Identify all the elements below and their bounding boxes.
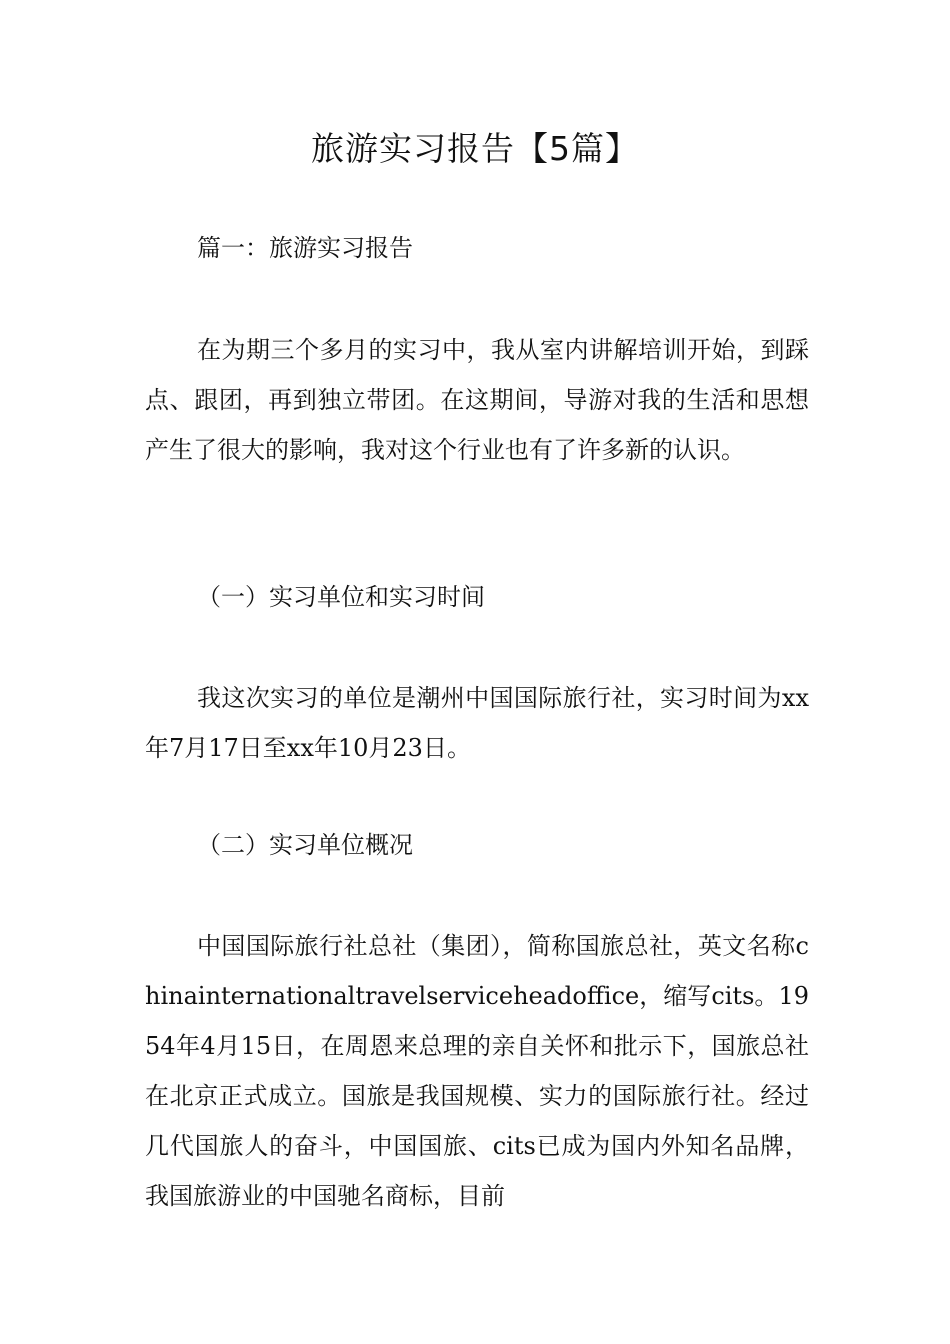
paragraph-unit-overview: 中国国际旅行社总社（集团），简称国旅总社，英文名称chinainternationaltravelserviceheadoffice，缩写cits。1954年4月15日，在周恩来总理的亲自关怀和批示下，国旅总社在北京正式成立。国旅是我国规模、实力的国际旅行社。经过几代国旅人的奋斗，中国国旅、cits已成为国内外知名品牌，我国旅游业的中国驰名商标，目前 <box>145 932 809 1210</box>
subheading-unit-overview: （二）实习单位概况 <box>197 831 413 859</box>
section-heading: 篇一：旅游实习报告 <box>197 234 413 262</box>
subheading-internship-unit-time: （一）实习单位和实习时间 <box>197 583 485 611</box>
paragraph-internship-unit-time: 我这次实习的单位是潮州中国国际旅行社，实习时间为xx年7月17日至xx年10月23日。 <box>145 684 809 762</box>
document-title: 旅游实习报告【5篇】 <box>311 129 639 168</box>
intro-paragraph: 在为期三个多月的实习中，我从室内讲解培训开始，到踩点、跟团，再到独立带团。在这期间，导游对我的生活和思想产生了很大的影响，我对这个行业也有了许多新的认识。 <box>145 336 809 464</box>
